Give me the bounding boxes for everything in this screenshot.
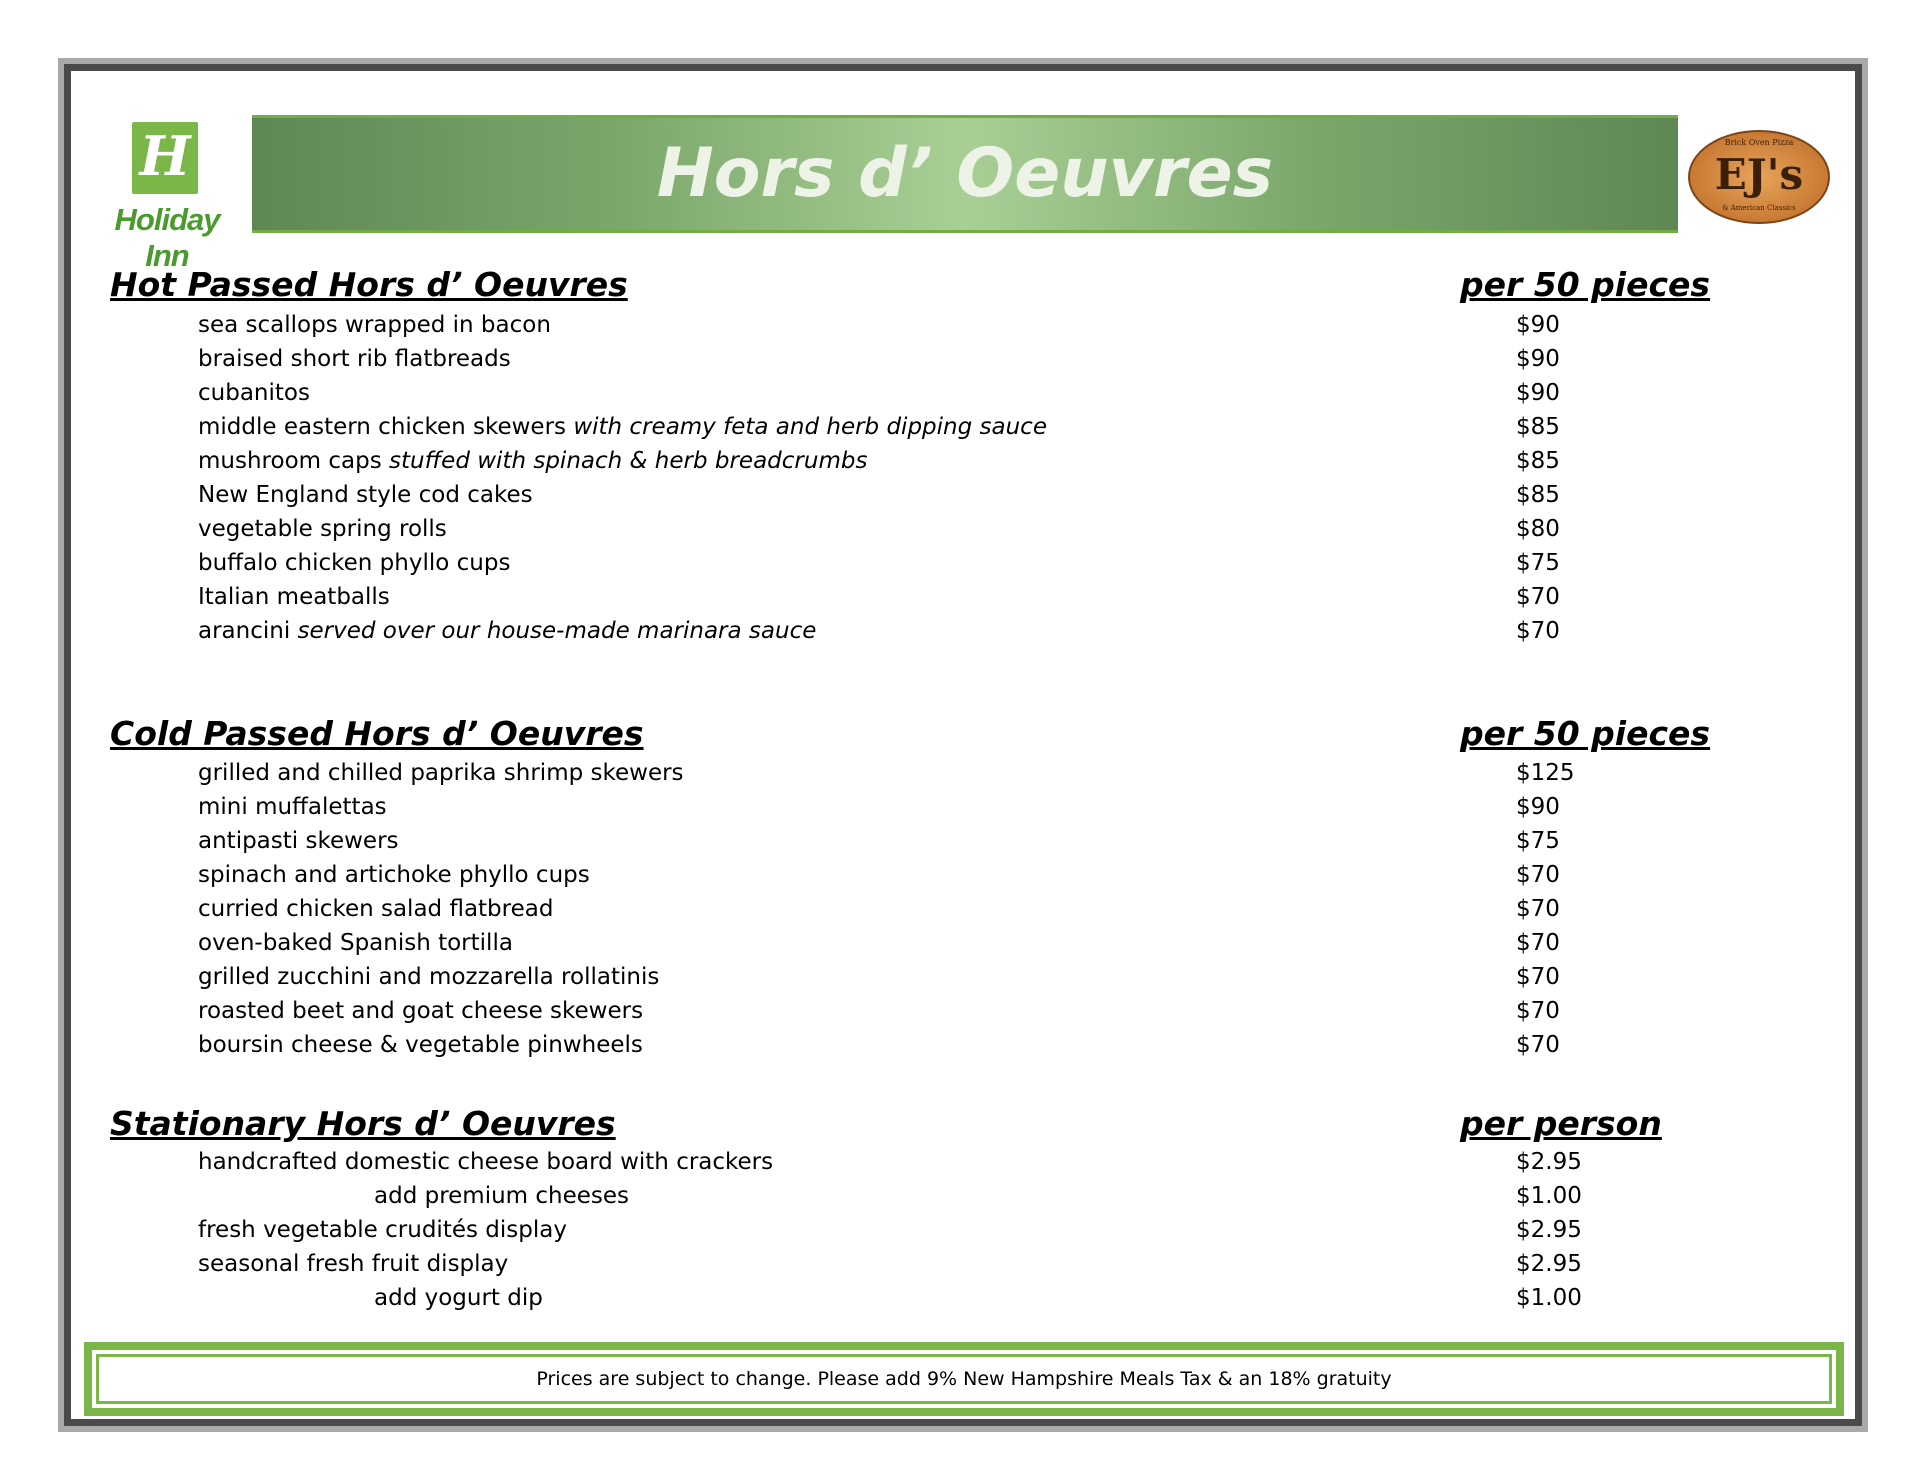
- menu-item-name: add yogurt dip: [374, 1285, 543, 1311]
- menu-item: [198, 998, 643, 1024]
- footer-note: Prices are subject to change. Please add 9% New Hampshire Meals Tax & an 18% gratuity: [536, 1368, 1392, 1390]
- section-unit-stationary: per person: [1460, 1104, 1662, 1143]
- menu-item-name: sea scallops wrapped in bacon: [198, 312, 551, 338]
- menu-item-price: $1.00: [1516, 1285, 1582, 1311]
- holiday-inn-logo: [92, 122, 242, 273]
- menu-item-price: $70: [1516, 584, 1560, 610]
- menu-item-name: curried chicken salad flatbread: [198, 896, 554, 922]
- menu-item-price: $90: [1516, 380, 1560, 406]
- menu-item-price: $80: [1516, 516, 1560, 542]
- menu-item-name: Italian meatballs: [198, 584, 390, 610]
- menu-item: [198, 896, 553, 922]
- menu-item-price: $75: [1516, 550, 1560, 576]
- ejs-logo: [1688, 130, 1830, 224]
- menu-item-price: $70: [1516, 930, 1560, 956]
- menu-item-price: $90: [1516, 794, 1560, 820]
- menu-item: [198, 618, 816, 644]
- menu-item: [198, 760, 684, 786]
- menu-item-name: New England style cod cakes: [198, 482, 533, 508]
- menu-item-price: $70: [1516, 896, 1560, 922]
- menu-item-name: seasonal fresh fruit display: [198, 1251, 509, 1277]
- menu-item-name: oven-baked Spanish tortilla: [198, 930, 513, 956]
- section-title-stationary: Stationary Hors d’ Oeuvres: [110, 1104, 616, 1143]
- menu-item-name: fresh vegetable crudités display: [198, 1217, 567, 1243]
- menu-item: [198, 312, 551, 338]
- menu-item: [198, 380, 310, 406]
- menu-item: [198, 794, 387, 820]
- menu-item-description: served over our house-made marinara sauce: [297, 618, 817, 644]
- menu-item-name: antipasti skewers: [198, 828, 399, 854]
- menu-item-price: $125: [1516, 760, 1575, 786]
- menu-item: [198, 828, 399, 854]
- menu-item: [198, 584, 390, 610]
- menu-item-name: spinach and artichoke phyllo cups: [198, 862, 590, 888]
- ejs-logo-bottom-text: & American Classics: [1722, 204, 1796, 212]
- menu-item-price: $85: [1516, 414, 1560, 440]
- holiday-inn-mark-letter: H: [139, 124, 191, 188]
- menu-item-price: $85: [1516, 448, 1560, 474]
- menu-item-price: $70: [1516, 618, 1560, 644]
- menu-item: [198, 346, 511, 372]
- menu-item: [198, 482, 533, 508]
- menu-item: [198, 1217, 567, 1243]
- menu-item-price: $70: [1516, 964, 1560, 990]
- menu-item: [198, 550, 510, 576]
- menu-item-price: $70: [1516, 1032, 1560, 1058]
- menu-item: [198, 964, 659, 990]
- menu-item-price: $2.95: [1516, 1217, 1582, 1243]
- menu-item-price: $75: [1516, 828, 1560, 854]
- menu-item-name: vegetable spring rolls: [198, 516, 447, 542]
- menu-item-price: $1.00: [1516, 1183, 1582, 1209]
- menu-item-name: arancini: [198, 618, 291, 644]
- menu-item-name: buffalo chicken phyllo cups: [198, 550, 511, 576]
- menu-item-name: middle eastern chicken skewers: [198, 414, 567, 440]
- menu-item: [198, 1149, 773, 1175]
- menu-item: [198, 1251, 508, 1277]
- menu-item-price: $2.95: [1516, 1149, 1582, 1175]
- menu-item-name: mini muffalettas: [198, 794, 387, 820]
- section-unit-hot: per 50 pieces: [1460, 265, 1711, 304]
- menu-item-addon: [374, 1183, 629, 1209]
- menu-item-price: $2.95: [1516, 1251, 1582, 1277]
- menu-item-name: cubanitos: [198, 380, 310, 406]
- menu-item-price: $90: [1516, 312, 1560, 338]
- menu-item-name: boursin cheese & vegetable pinwheels: [198, 1032, 643, 1058]
- menu-item-name: mushroom caps: [198, 448, 382, 474]
- section-title-cold: Cold Passed Hors d’ Oeuvres: [110, 714, 644, 753]
- menu-item: [198, 448, 867, 474]
- section-title-hot: Hot Passed Hors d’ Oeuvres: [110, 265, 628, 304]
- menu-item-name: braised short rib flatbreads: [198, 346, 511, 372]
- menu-item: [198, 516, 447, 542]
- menu-item-description: stuffed with spinach & herb breadcrumbs: [389, 448, 868, 474]
- title-banner: [252, 115, 1678, 233]
- menu-item-price: $90: [1516, 346, 1560, 372]
- menu-item: [198, 414, 1047, 440]
- menu-item-price: $70: [1516, 862, 1560, 888]
- menu-item-name: grilled and chilled paprika shrimp skewers: [198, 760, 684, 786]
- ejs-logo-top-text: Brick Oven Pizza: [1724, 138, 1794, 147]
- page-title: Hors d’ Oeuvres: [656, 134, 1274, 213]
- menu-item-name: grilled zucchini and mozzarella rollatinis: [198, 964, 660, 990]
- menu-item: [198, 1032, 643, 1058]
- menu-item-description: with creamy feta and herb dipping sauce: [573, 414, 1047, 440]
- menu-item-name: handcrafted domestic cheese board with crackers: [198, 1149, 774, 1175]
- ejs-logo-wordmark: EJ's: [1714, 150, 1804, 199]
- menu-item-name: roasted beet and goat cheese skewers: [198, 998, 644, 1024]
- menu-item-price: $85: [1516, 482, 1560, 508]
- menu-item-addon: [374, 1285, 543, 1311]
- menu-item-price: $70: [1516, 998, 1560, 1024]
- section-unit-cold: per 50 pieces: [1460, 714, 1711, 753]
- holiday-inn-wordmark: Holiday Inn: [114, 202, 220, 273]
- menu-item: [198, 862, 590, 888]
- menu-item: [198, 930, 513, 956]
- menu-item-name: add premium cheeses: [374, 1183, 630, 1209]
